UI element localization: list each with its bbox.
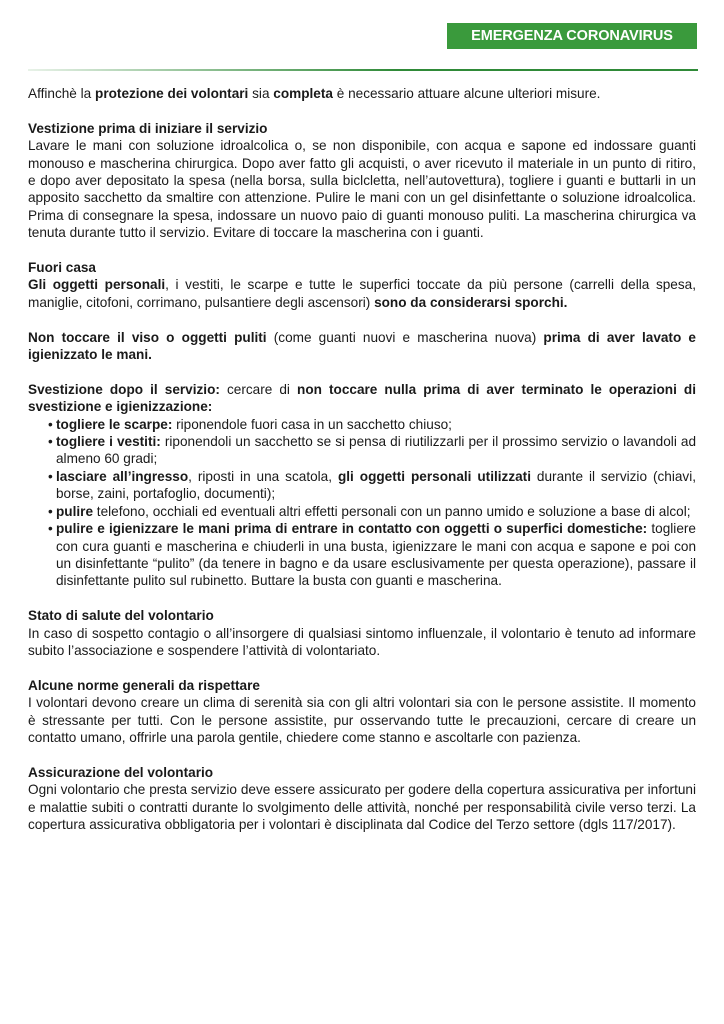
list-item <box>48 468 696 503</box>
fuori-casa-bold-2: sono da considerarsi sporchi. <box>374 294 568 310</box>
list-item <box>48 503 696 520</box>
assicurazione-body: Ogni volontario che presta servizio deve essere assicurato per godere della copertura assicurativa per infortuni e malattie subiti o contratti durante lo svolgimento delle attività, nonché per responsabilità civile verso terzi. La copertura assicurativa obbligatoria per i volontari è disciplinata dal Codice del Terzo settore (dgls 117/2017). <box>28 782 696 832</box>
non-toccare-paragraph <box>28 329 696 364</box>
stato-salute-heading: Stato di salute del volontario <box>28 608 214 624</box>
assicurazione-heading: Assicurazione del volontario <box>28 764 214 780</box>
intro-text-2: sia <box>248 86 274 101</box>
list-item-text: togliere con cura guanti e mascherina e chiuderli in una busta, igienizzare le mani con acqua e sapone e poi con un disinfettante “pulito” (da tenere in bagno e da usare esclusivamente per questa operazione), passare il disinfettante pulito sul rubinetto. Buttare la busta con guanti e mascherina. <box>56 521 696 589</box>
svestizione-list <box>28 416 696 590</box>
list-item <box>48 416 696 433</box>
document-body <box>28 85 696 833</box>
list-item <box>48 520 696 590</box>
fuori-casa-paragraph <box>28 276 696 311</box>
norme-heading: Alcune norme generali da rispettare <box>28 677 260 693</box>
list-item-bold: togliere le scarpe: <box>56 416 173 432</box>
svestizione-paragraph <box>28 381 696 416</box>
list-item <box>48 433 696 468</box>
norme-body: I volontari devono creare un clima di serenità sia con gli altri volontari sia con le persone assistite. Il momento è stressante per tutti. Con le persone assistite, pur osservando tutte le precauzioni, cercare di creare un contatto umano, offrirle una parola gentile, chiedere come stanno e ascoltarle con pazienza. <box>28 695 696 745</box>
list-item-text: riponendoli un sacchetto se si pensa di riutilizzarli per il prossimo servizio o lavandoli ad almeno 60 gradi; <box>56 434 697 467</box>
svestizione-text-1: cercare di <box>219 381 298 397</box>
list-item-bold: pulire <box>56 503 94 519</box>
svestizione-bold-1: Svestizione dopo il servizio: <box>28 381 220 397</box>
fuori-casa-text-1: , i vestiti, le scarpe e tutte le superfici toccate da più persone (carrelli della spesa, maniglie, citofoni, corrimano, pulsantiere degli ascensori) <box>28 277 696 310</box>
stato-salute-body: In caso di sospetto contagio o all’insorgere di qualsiasi sintomo influenzale, il volontario è tenuto ad informare subito l’associazione e sospendere l’attività di volontariato. <box>28 625 696 658</box>
list-item-text-2: durante il servizio (chiavi, borse, zaini, portafoglio, documenti); <box>56 468 697 502</box>
emergency-banner: EMERGENZA CORONAVIRUS <box>447 23 697 49</box>
fuori-casa-heading: Fuori casa <box>28 260 96 276</box>
list-item-bold: lasciare all’ingresso <box>56 468 189 484</box>
intro-text-3: è necessario attuare alcune ulteriori misure. <box>332 86 601 101</box>
intro-paragraph <box>28 85 696 102</box>
intro-bold-2: completa <box>273 86 333 101</box>
list-item-text: telefono, occhiali ed eventuali altri effetti personali con un panno umido e soluzione a base di alcol; <box>93 503 691 519</box>
intro-text-1: Affinchè la <box>28 86 96 101</box>
list-item-bold-2: gli oggetti personali utilizzati <box>337 468 531 484</box>
list-item-text: riponendole fuori casa in un sacchetto chiuso; <box>172 416 452 432</box>
vestizione-body: Lavare le mani con soluzione idroalcolica o, se non disponibile, con acqua e sapone ed indossare guanti monouso e mascherina chirurgica. Dopo aver fatto gli acquisti, o aver ricevuto il materiale in un punto di ritiro, e dopo aver depositato la spesa (nella borsa, sulla biclcletta, nell’autovettura), togliere i guanti e buttarli in un apposito sacchetto da smaltire con attenzione. Pulire le mani con un gel disinfettante o soluzione idroalcolica. Prima di consegnare la spesa, indossare un nuovo paio di guanti monouso puliti. La mascherina chirurgica va tenuta durante tutto il servizio. Evitare di toccare la mascherina con i guanti. <box>28 138 696 241</box>
svestizione-bold-2: non toccare nulla prima di aver terminato le operazioni di svestizione e igienizzazione: <box>28 381 696 415</box>
fuori-casa-bold-1: Gli oggetti personali <box>28 277 166 293</box>
list-item-text: , riposti in una scatola, <box>188 468 338 484</box>
non-toccare-bold-1: Non toccare il viso o oggetti puliti <box>28 329 267 345</box>
non-toccare-text-1: (come guanti nuovi e mascherina nuova) <box>266 329 544 345</box>
vestizione-heading: Vestizione prima di iniziare il servizio <box>28 120 268 136</box>
non-toccare-bold-2: prima di aver lavato e igienizzato le mani. <box>28 329 696 363</box>
list-item-bold: togliere i vestiti: <box>56 434 161 450</box>
header-rule <box>28 69 698 71</box>
list-item-bold: pulire e igienizzare le mani prima di entrare in contatto con oggetti o superfici domestiche: <box>56 521 648 537</box>
intro-bold-1: protezione dei volontari <box>95 86 249 101</box>
